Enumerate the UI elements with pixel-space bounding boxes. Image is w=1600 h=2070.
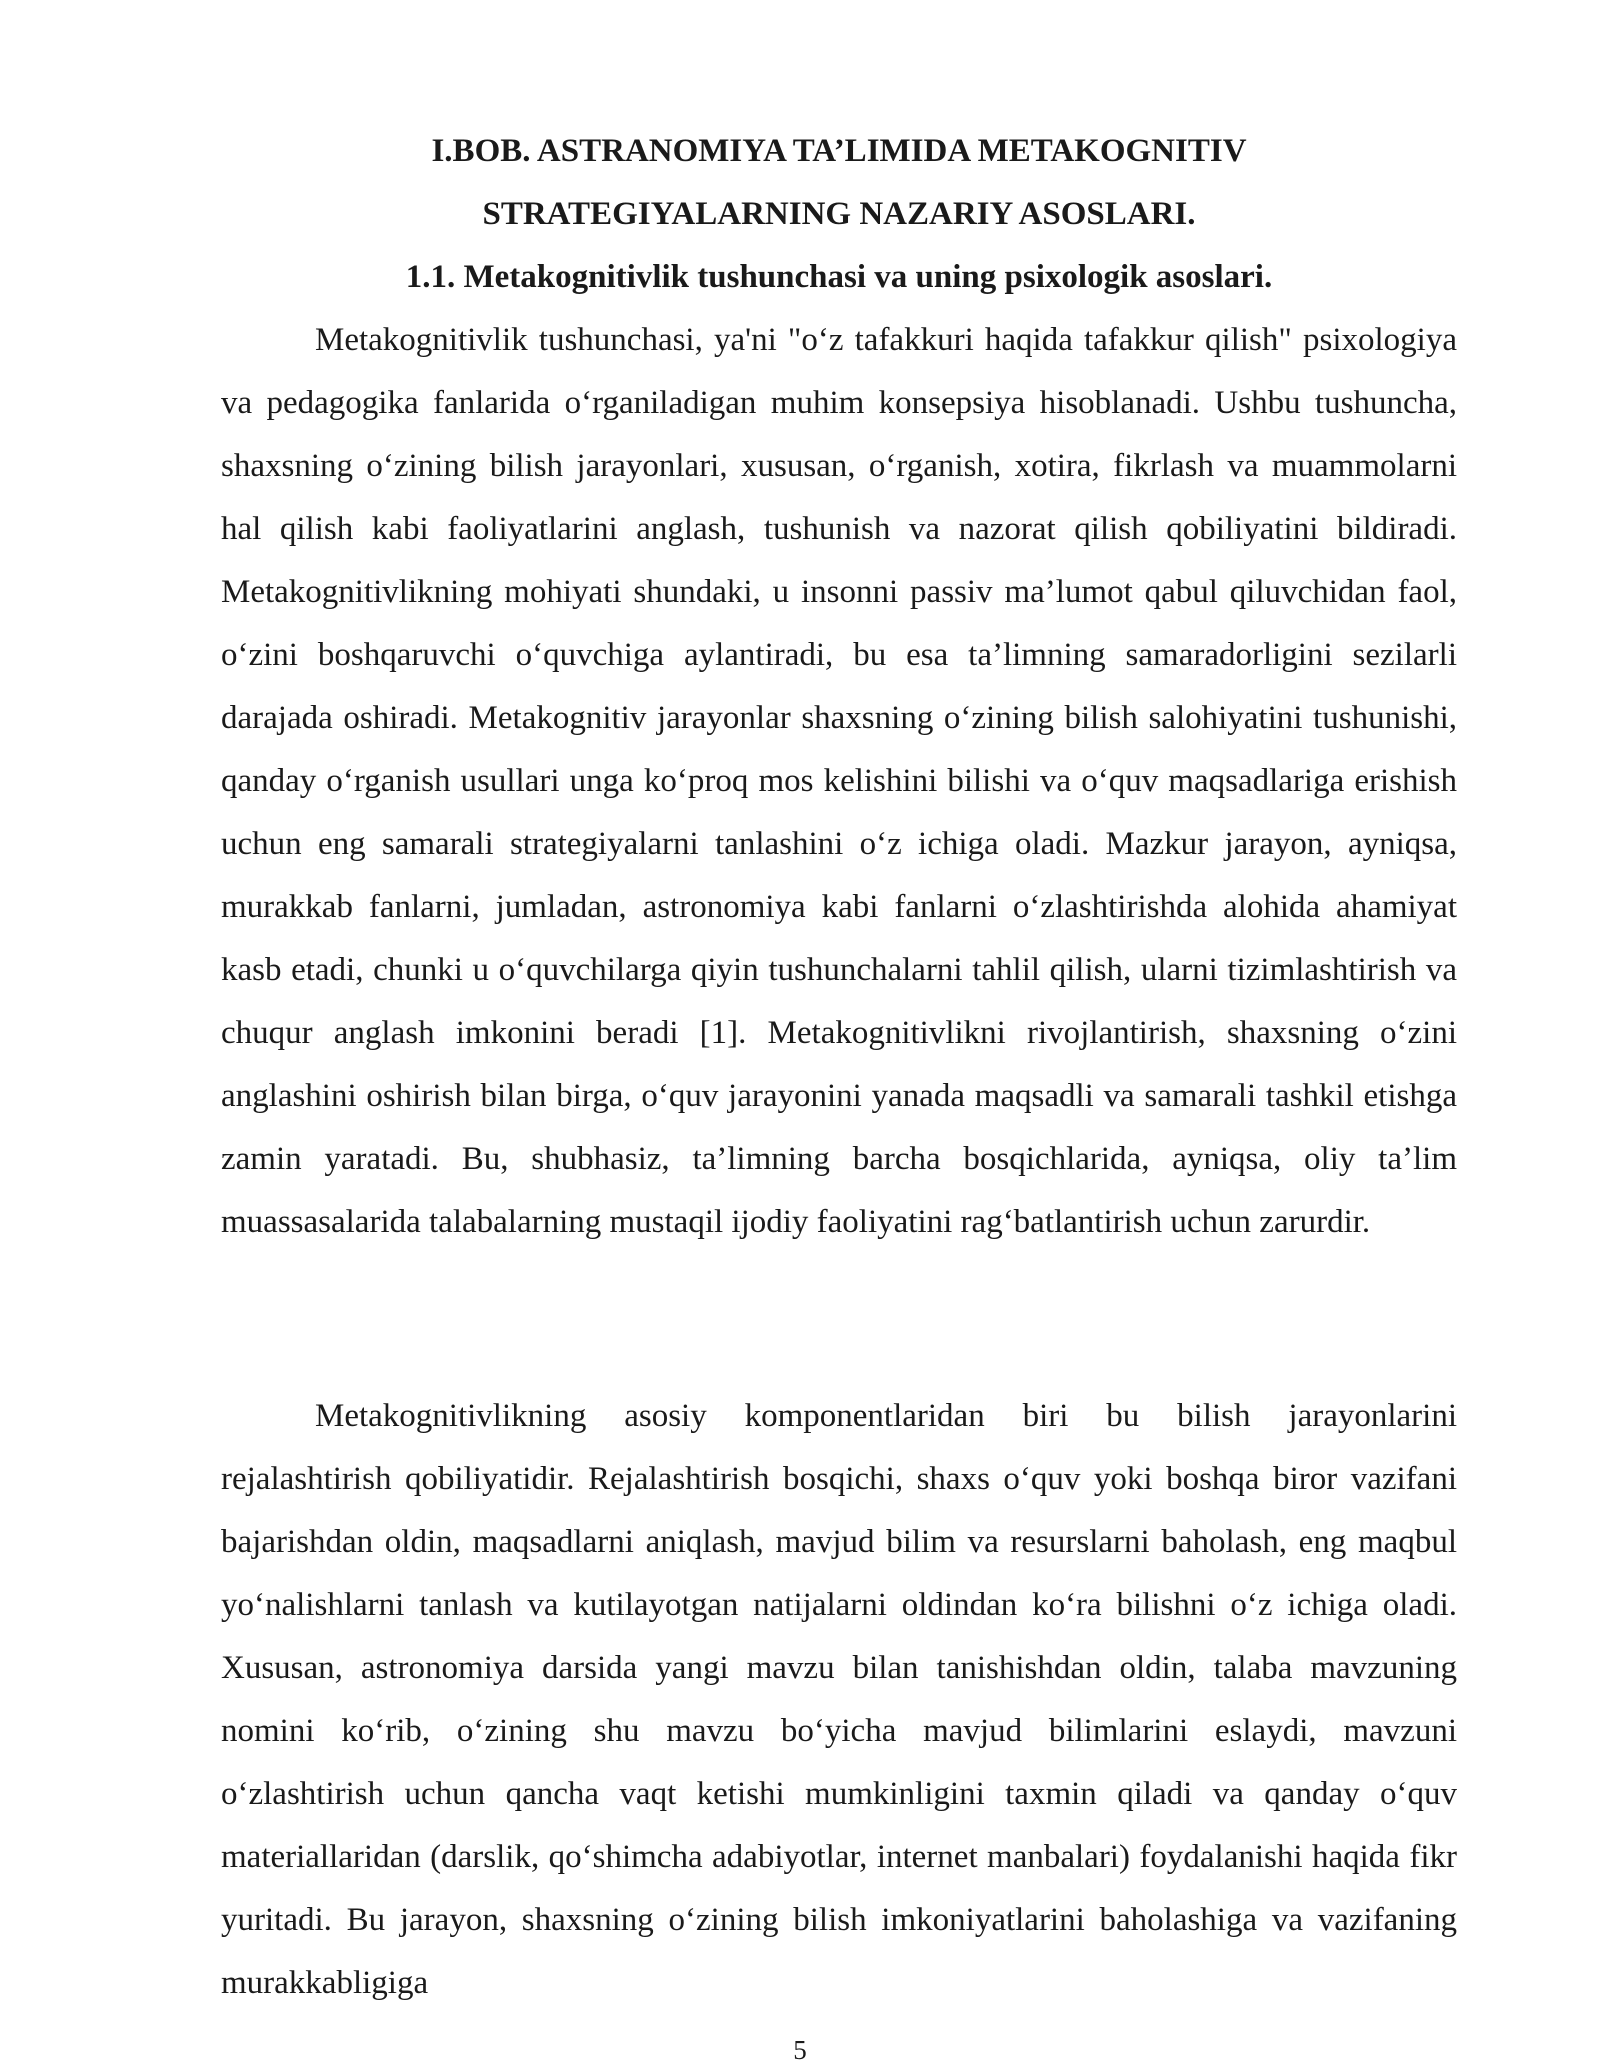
chapter-title-line2: STRATEGIYALARNING NAZARIY ASOSLARI. — [482, 196, 1196, 232]
chapter-title-line1: I.BOB. ASTRANOMIYA TA’LIMIDA METAKOGNITIV — [431, 133, 1247, 169]
section-title: 1.1. Metakognitivlik tushunchasi va uning psixologik asoslari. — [405, 259, 1273, 295]
page-number: 5 — [793, 2035, 807, 2065]
paragraph: Metakognitivlik tushunchasi, ya'ni "o‘z tafakkuri haqida tafakkur qilish" psixologiya va pedagogika fanlarida o‘rganiladigan muhim konsepsiya hisoblanadi. Ushbu tushuncha, shaxsning o‘zining bilish jarayonlari, xususan, o‘rganish, xotira, fikrlash va muammolarni hal qilish kabi faoliyatlarini anglash, tushunish va nazorat qilish qobiliyatini bildiradi. Metakognitivlikning mohiyati shundaki, u insonni passiv ma’lumot qabul qiluvchidan faol, o‘zini boshqaruvchi o‘quvchiga aylantiradi, bu esa ta’limning samaradorligini sezilarli darajada oshiradi. Metakognitiv jarayonlar shaxsning o‘zining bilish salohiyatini tushunishi, qanday o‘rganish usullari unga ko‘proq mos kelishini bilishi va o‘quv maqsadlariga erishish uchun eng samarali strategiyalarni tanlashini o‘z ichiga oladi. Mazkur jarayon, ayniqsa, murakkab fanlarni, jumladan, astronomiya kabi fanlarni o‘zlashtirishda alohida ahamiyat kasb etadi, chunki u o‘quvchilarga qiyin tushunchalarni tahlil qilish, ularni tizimlashtirish va chuqur anglash imkonini beradi [1]. Metakognitivlikni rivojlantirish, shaxsning o‘zini anglashini oshirish bilan birga, o‘quv jarayonini yanada maqsadli va samarali tashkil etishga zamin yaratadi. Bu, shubhasiz, ta’limning barcha bosqichlarida, ayniqsa, oliy ta’lim muassasalarida talabalarning mustaqil ijodiy faoliyatini rag‘batlantirish uchun zarurdir. — [221, 322, 1457, 1240]
paragraph: Metakognitivlikning asosiy komponentlaridan biri bu bilish jarayonlarini rejalashtirish qobiliyatidir. Rejalashtirish bosqichi, shaxs o‘quv yoki boshqa biror vazifani bajarishdan oldin, maqsadlarni aniqlash, mavjud bilim va resurslarni baholash, eng maqbul yo‘nalishlarni tanlash va kutilayotgan natijalarni oldindan ko‘ra bilishni o‘z ichiga oladi. Xususan, astronomiya darsida yangi mavzu bilan tanishishdan oldin, talaba mavzuning nomini ko‘rib, o‘zining shu mavzu bo‘yicha mavjud bilimlarini eslaydi, mavzuni o‘zlashtirish uchun qancha vaqt ketishi mumkinligini taxmin qiladi va qanday o‘quv materiallaridan (darslik, qo‘shimcha adabiyotlar, internet manbalari) foydalanishi haqida fikr yuritadi. Bu jarayon, shaxsning o‘zining bilish imkoniyatlarini baholashiga va vazifaning murakkabligiga — [221, 1398, 1457, 2001]
